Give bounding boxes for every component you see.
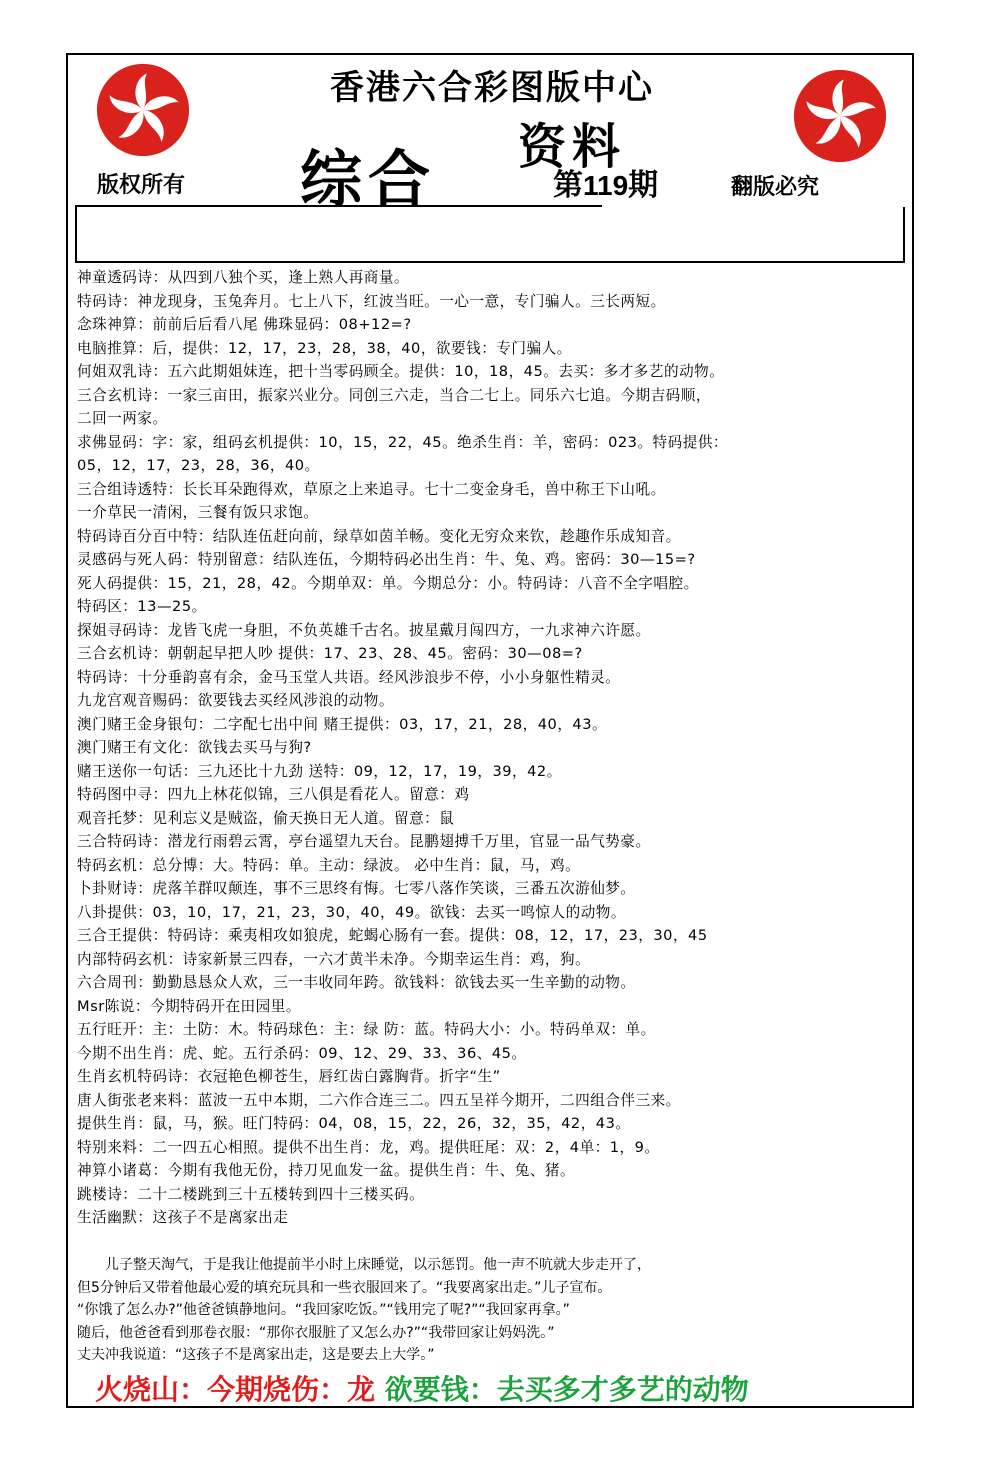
content-line: 今期不出生肖：虎、蛇。五行杀码：09、12、29、33、36、45。 [77,1044,527,1062]
content-line: Msr陈说：今期特码开在田园里。 [77,997,301,1015]
content-line: 特码区：13—25。 [77,598,207,615]
no-copy-label: 翻版必究 [731,174,820,200]
content-line: 卜卦财诗：虎落羊群叹颠连，事不三思终有悔。七零八落作笑谈，三番五次游仙梦。 [77,880,636,897]
big-title-ziliao: 资料 [518,119,627,175]
content-line: 神算小诸葛：今期有我他无份，持刀见血发一盆。提供生肖：牛、兔、猪。 [77,1162,576,1179]
content-line: 二回一两家。 [77,410,168,427]
blank-banner-box [75,205,905,263]
footer-banner [95,1368,749,1408]
content-line: 一介草民一清闲，三餐有饭只求饱。 [77,504,319,521]
issue-prefix: 第 [553,168,583,203]
content-line: 死人码提供：15，21，28，42。今期单双：单。今期总分：小。特码诗：八音不全字唱腔。 [77,574,699,592]
content-line: 探姐寻码诗：龙皆飞虎一身胆，不负英雄千古名。披星戴月闯四方，一九求神六许愿。 [77,621,651,639]
content-line: 三合组诗透特：长长耳朵跑得欢，草原之上来追寻。七十二变金身毛，兽中称王下山吼。 [77,480,666,498]
content-line: 特码诗：神龙现身，玉兔奔月。七上八下，红波当旺。一心一意，专门骗人。三长两短。 [77,292,666,310]
content-line: 跳楼诗：二十二楼跳到三十五楼转到四十三楼买码。 [77,1185,425,1203]
content-line: 特码玄机：总分博：大。特码：单。主动：绿波。 必中生肖：鼠，马，鸡。 [77,856,581,874]
content-line: 澳门赌王有文化：欲钱去买马与狗? [77,739,312,756]
content-line: 八卦提供：03，10，17，21，23，30，40，49。欲钱：去买一鸣惊人的动物。 [77,903,626,921]
footer-money-text: 欲要钱：去买多才多艺的动物 [384,1373,749,1406]
issue-suffix: 期 [628,168,659,203]
content-line: 生活幽默：这孩子不是离家出走 [77,1209,289,1226]
content-line: 灵感码与死人码：特别留意：结队连伍，今期特码必出生肖：牛、兔、鸡。密码：30—15=? [77,551,696,568]
content-line: 赌王送你一句话：三九还比十九劲 送特：09，12，17，19，39，42。 [77,762,562,780]
issue-number [553,160,658,204]
page-title: 香港六合彩图版中心 [330,68,654,108]
content-line: 特码图中寻：四九上林花似锦，三八俱是看花人。留意：鸡 [77,786,470,803]
content-line: 电脑推算：后，提供：12，17，23，28，38，40，欲要钱：专门骗人。 [77,339,572,357]
humor-story [77,1254,897,1367]
content-line: 何姐双乳诗：五六此期姐妹连，把十当零码顾全。提供：10，18，45。去买：多才多艺的动物。 [77,363,725,380]
footer-fire-text: 火烧山：今期烧伤：龙 [95,1373,376,1406]
content-line: 三合玄机诗：一家三亩田，振家兴业分。同创三六走，当合二七上。同乐六七追。今期吉码顺， [77,386,711,404]
content-line: 05，12，17，23，28，36，40。 [77,457,320,474]
content-lines [77,266,907,1230]
big-title-zonghe: 综合 [300,143,437,216]
content-line: 唐人街张老来料：蓝波一五中本期，二六作合连三二。四五呈祥今期开，二四组合伴三来。 [77,1091,681,1109]
story-line: 随后，他爸爸看到那卷衣服：“那你衣服脏了又怎么办?”“我带回家让妈妈洗。” [77,1324,555,1341]
bauhinia-logo-left [95,62,191,158]
story-line: 儿子整天淘气，于是我让他提前半小时上床睡觉，以示惩罚。他一声不吭就大步走开了， [77,1257,651,1273]
content-line: 特别来料：二一四五心相照。提供不出生肖：龙，鸡。提供旺尾：双：2，4单：1，9。 [77,1138,660,1156]
content-line: 六合周刊：勤勤恳恳众人欢，三一丰收同年跨。欲钱料：欲钱去买一生辛勤的动物。 [77,974,636,991]
content-line: 观音托梦：见利忘义是贼盗，偷天换日无人道。留意：鼠 [77,809,455,827]
content-line: 内部特码玄机：诗家新景三四春，一六才黄半未净。今期幸运生肖：鸡，狗。 [77,950,591,968]
issue-value: 119 [583,170,629,201]
content-line: 求佛显码：字：家，组码玄机提供：10，15，22，45。绝杀生肖：羊，密码：023。特码提供： [77,433,729,451]
content-line: 生肖玄机特码诗：衣冠艳色柳苍生，唇红齿白露胸背。折字“生” [77,1068,501,1085]
story-line: 丈夫冲我说道：“这孩子不是离家出走，这是要去上大学。” [77,1347,435,1363]
content-line: 神童透码诗：从四到八独个买，逢上熟人再商量。 [77,269,410,286]
story-line: “你饿了怎么办?”他爸爸镇静地问。“我回家吃饭。”“钱用完了呢?”“我回家再拿。” [77,1302,570,1318]
content-line: 提供生肖：鼠，马，猴。旺门特码：04，08，15，22，26，32，35，42，43。 [77,1115,631,1132]
content-line: 三合王提供：特码诗：乘夷相攻如狼虎，蛇蝎心肠有一套。提供：08，12，17，23，30，45 [77,927,708,944]
content-line: 念珠神算：前前后后看八尾 佛珠显码：08+12=? [77,316,412,333]
content-line: 特码诗：十分垂韵喜有余，金马玉堂人共语。经风涉浪步不停，小小身躯性精灵。 [77,668,621,686]
content-line: 特码诗百分百中特：结队连伍赶向前，绿草如茵羊畅。变化无穷众来钦，趁趣作乐成知音。 [77,527,681,545]
content-line: 三合玄机诗：朝朝起早把人吵 提供：17、23、28、45。密码：30—08=? [77,645,583,662]
story-line: 但5分钟后又带着他最心爱的填充玩具和一些衣服回来了。“我要离家出走。”儿子宣布。 [77,1279,612,1296]
content-line: 九龙宫观音赐码：欲要钱去买经风涉浪的动物。 [77,692,394,709]
content-line: 三合特码诗：潜龙行雨碧云霄，亭台遥望九天台。昆鹏翅搏千万里，官显一品气势豪。 [77,833,651,850]
content-line: 五行旺开：主：土防：木。特码球色：主：绿 防：蓝。特码大小：小。特码单双：单。 [77,1021,656,1038]
bauhinia-logo-right [792,68,888,164]
content-line: 澳门赌王金身银句：二字配七出中间 赌王提供：03，17，21，28，40，43。 [77,715,608,733]
copyright-label: 版权所有 [97,172,186,198]
